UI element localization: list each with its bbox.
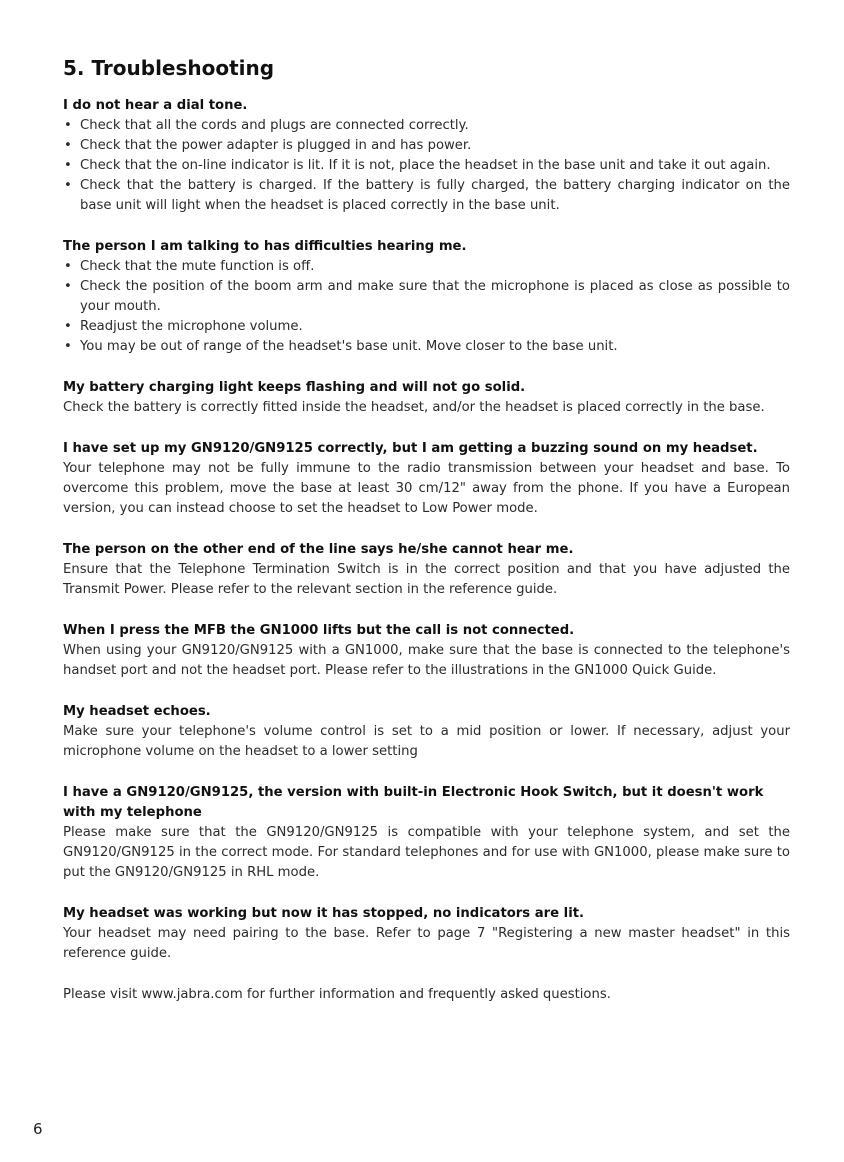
section-body: Make sure your telephone's volume control is set to a mid position or lower. If necessary, adjust your microphone volume on the headset to a lower setting (63, 724, 790, 759)
page-number: 6 (33, 1120, 43, 1138)
section-body: Please make sure that the GN9120/GN9125 is compatible with your telephone system, and set the GN9120/GN9125 in the correct mode. For standard telephones and for use with GN1000, please make sure to put the GN9120/GN9125 in RHL mode. (63, 825, 790, 880)
section-no-indicators (63, 904, 790, 964)
section-heading: When I press the MFB the GN1000 lifts but the call is not connected. (63, 623, 575, 638)
section-headset-echoes (63, 702, 790, 762)
page-title: 5. Troubleshooting (63, 56, 275, 80)
section-mfb-not-connected (63, 621, 790, 681)
troubleshooting-content (63, 96, 790, 1005)
bullet-list (63, 257, 790, 357)
section-body: When using your GN9120/GN9125 with a GN1000, make sure that the base is connected to the telephone's handset port and not the headset port. Please refer to the illustrations in the GN1000 Quick Guide. (63, 643, 790, 678)
section-heading: The person I am talking to has difficulties hearing me. (63, 239, 467, 254)
section-heading: My headset echoes. (63, 704, 211, 719)
section-no-dial-tone (63, 96, 790, 216)
list-item: • Readjust the microphone volume. (63, 317, 790, 337)
section-heading: I have set up my GN9120/GN9125 correctly, but I am getting a buzzing sound on my headset. (63, 441, 758, 456)
section-body: Your headset may need pairing to the base. Refer to page 7 "Registering a new master headset" in this reference guide. (63, 926, 790, 961)
bullet-list (63, 116, 790, 216)
section-heading: My headset was working but now it has stopped, no indicators are lit. (63, 906, 585, 921)
list-item: • Check that the mute function is off. (63, 257, 790, 277)
section-body: Your telephone may not be fully immune to the radio transmission between your headset and base. To overcome this problem, move the base at least 30 cm/12" away from the phone. If you have a European version, you can instead choose to set the headset to Low Power mode. (63, 461, 790, 516)
section-cannot-hear-me (63, 540, 790, 600)
section-buzzing-sound (63, 439, 790, 519)
list-item: • Check that the on-line indicator is lit. If it is not, place the headset in the base unit and take it out again. (63, 156, 790, 176)
section-heading: The person on the other end of the line says he/she cannot hear me. (63, 542, 574, 557)
section-heading: My battery charging light keeps flashing and will not go solid. (63, 380, 526, 395)
list-item: • You may be out of range of the headset's base unit. Move closer to the base unit. (63, 337, 790, 357)
list-item: • Check that the power adapter is plugged in and has power. (63, 136, 790, 156)
section-heading: I do not hear a dial tone. (63, 98, 248, 113)
section-hearing-difficulties (63, 237, 790, 357)
section-hook-switch (63, 783, 790, 883)
footer-note: Please visit www.jabra.com for further information and frequently asked questions. (63, 987, 611, 1002)
list-item: • Check that all the cords and plugs are connected correctly. (63, 116, 790, 136)
section-body: Ensure that the Telephone Termination Switch is in the correct position and that you have adjusted the Transmit Power. Please refer to the relevant section in the reference guide. (63, 562, 790, 597)
section-heading: I have a GN9120/GN9125, the version with built-in Electronic Hook Switch, but it doesn't work with my telephone (63, 785, 764, 820)
section-charging-light (63, 378, 790, 418)
list-item: • Check that the battery is charged. If the battery is fully charged, the battery charging indicator on the base unit will light when the headset is placed correctly in the base unit. (63, 176, 790, 216)
list-item: • Check the position of the boom arm and make sure that the microphone is placed as close as possible to your mouth. (63, 277, 790, 317)
section-body: Check the battery is correctly fitted inside the headset, and/or the headset is placed correctly in the base. (63, 400, 765, 415)
